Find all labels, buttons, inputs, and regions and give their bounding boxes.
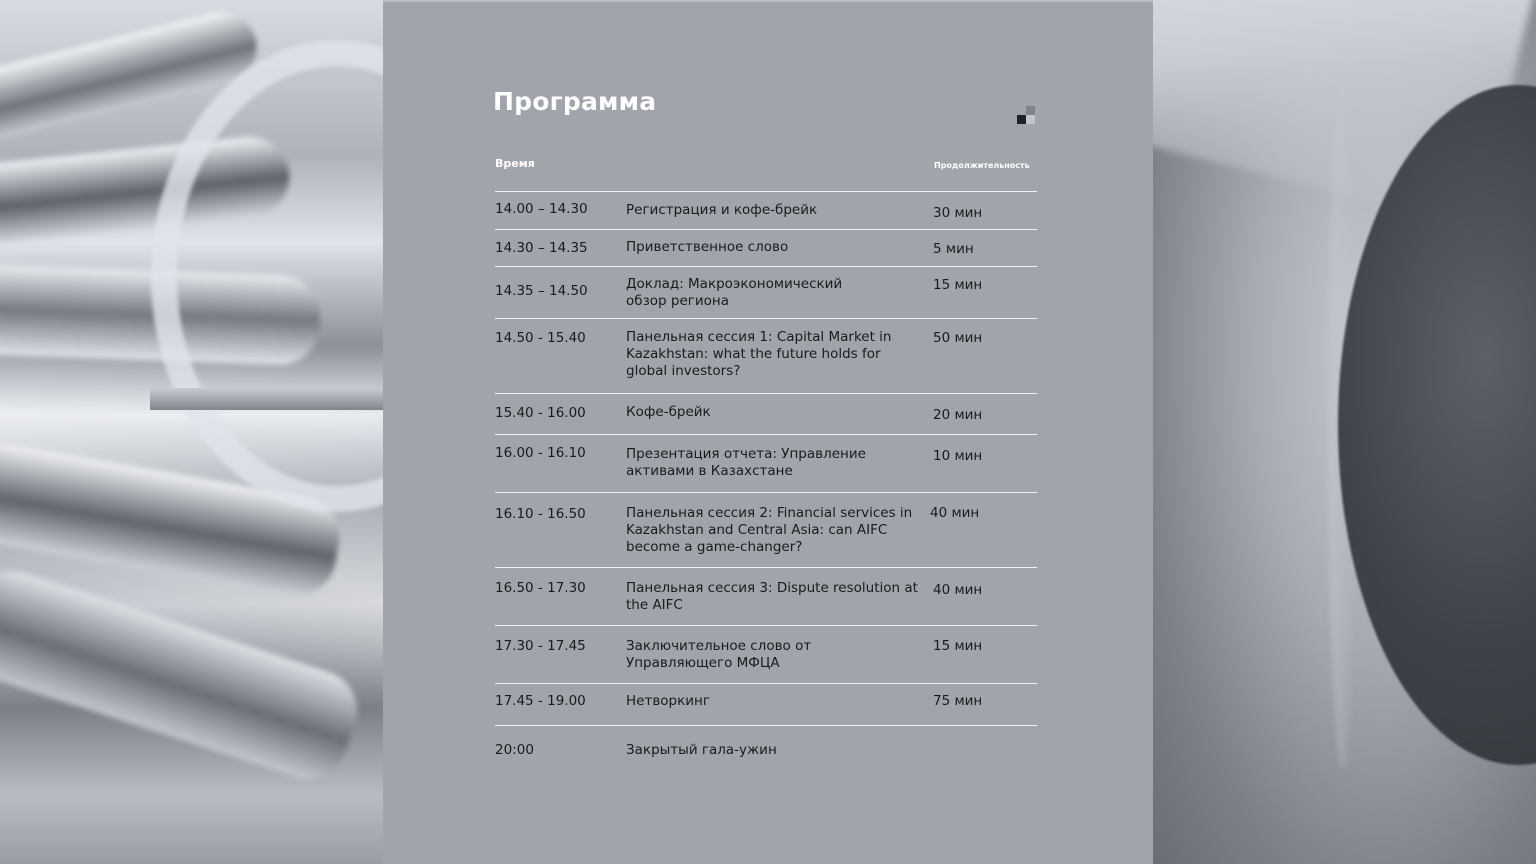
- table-row: [495, 318, 1037, 393]
- table-row: [495, 492, 1037, 567]
- column-header-time: Время: [495, 157, 535, 170]
- table-row: [495, 567, 1037, 625]
- row-time: 17.30 - 17.45: [495, 638, 586, 654]
- row-time: 14.00 – 14.30: [495, 201, 588, 217]
- logo-icon: [1017, 106, 1037, 126]
- row-duration: 15 мин: [933, 277, 983, 293]
- table-row: [495, 266, 1037, 318]
- row-time: 14.35 – 14.50: [495, 283, 588, 299]
- table-row: [495, 393, 1037, 434]
- row-duration: 40 мин: [930, 505, 980, 521]
- row-title: Панельная сессия 3: Dispute resolution at the AIFC: [626, 580, 918, 613]
- row-duration: 5 мин: [933, 241, 974, 257]
- row-title: Доклад: Макроэкономический обзор региона: [626, 276, 843, 309]
- table-row: [495, 191, 1037, 229]
- table-row: [495, 725, 1037, 773]
- row-title: Презентация отчета: Управление активами в Казахстане: [626, 446, 866, 479]
- row-time: 15.40 - 16.00: [495, 405, 586, 421]
- row-duration: 30 мин: [933, 205, 983, 221]
- table-row: [495, 229, 1037, 266]
- row-title: Панельная сессия 2: Financial services in Kazakhstan and Central Asia: can AIFC become a game-changer?: [626, 505, 913, 555]
- row-duration: 40 мин: [933, 582, 983, 598]
- table-row: [495, 434, 1037, 492]
- row-duration: 15 мин: [933, 638, 983, 654]
- row-time: 14.30 – 14.35: [495, 240, 588, 256]
- row-duration: 10 мин: [933, 448, 983, 464]
- table-row: [495, 683, 1037, 725]
- row-time: 16.10 - 16.50: [495, 506, 586, 522]
- row-duration: 75 мин: [933, 693, 983, 709]
- row-title: Панельная сессия 1: Capital Market in Kazakhstan: what the future holds for global investors?: [626, 329, 892, 379]
- program-panel: [383, 0, 1153, 864]
- row-time: 16.00 - 16.10: [495, 445, 586, 461]
- background-right-image: [1153, 0, 1536, 864]
- column-header-duration: Продолжительность: [934, 161, 1030, 170]
- row-duration: 20 мин: [933, 407, 983, 423]
- schedule-table: [495, 191, 1037, 773]
- page-title: Программа: [493, 87, 657, 116]
- row-time: 16.50 - 17.30: [495, 580, 586, 596]
- row-title: Нетворкинг: [626, 693, 710, 709]
- row-time: 20:00: [495, 742, 534, 758]
- background-left-image: [0, 0, 383, 864]
- row-title: Закрытый гала-ужин: [626, 742, 777, 758]
- row-title: Заключительное слово от Управляющего МФЦА: [626, 638, 812, 671]
- row-title: Регистрация и кофе-брейк: [626, 202, 818, 218]
- row-time: 17.45 - 19.00: [495, 693, 586, 709]
- row-time: 14.50 - 15.40: [495, 330, 586, 346]
- row-title: Приветственное слово: [626, 239, 789, 255]
- table-row: [495, 625, 1037, 683]
- row-duration: 50 мин: [933, 330, 983, 346]
- row-title: Кофе-брейк: [626, 404, 711, 420]
